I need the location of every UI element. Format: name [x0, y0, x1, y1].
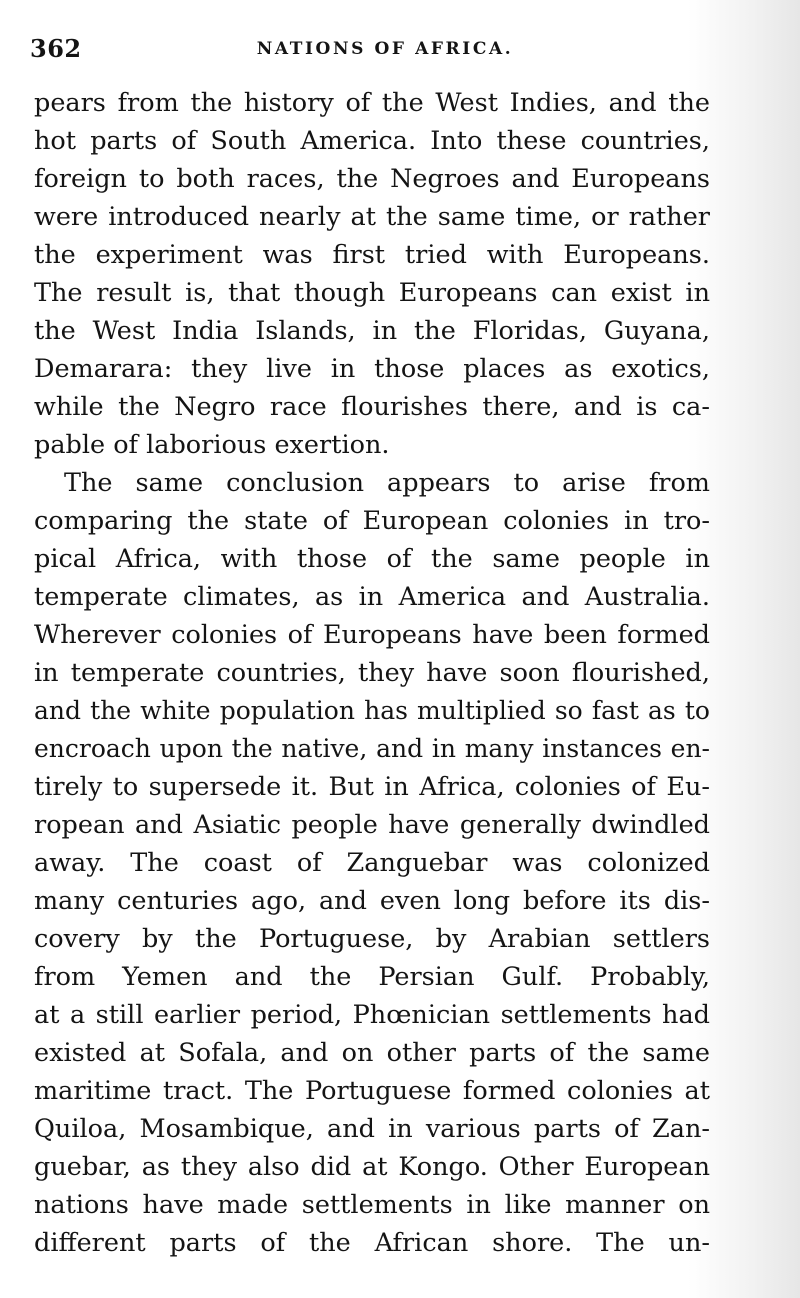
text-line: the experiment was first tried with Europeans.: [34, 240, 710, 270]
text-line: guebar, as they also did at Kongo. Other European: [34, 1152, 710, 1182]
text-line: the West India Islands, in the Floridas, Guyana,: [34, 316, 710, 346]
text-line: while the Negro race flourishes there, and is ca-: [34, 392, 710, 422]
text-line: Demarara: they live in those places as exotics,: [34, 354, 710, 384]
text-line: different parts of the African shore. The un-: [34, 1228, 710, 1258]
text-line: pical Africa, with those of the same people in: [34, 544, 710, 574]
text-line: were introduced nearly at the same time, or rather: [34, 202, 710, 232]
text-line: pears from the history of the West Indies, and the: [34, 88, 710, 118]
text-line: maritime tract. The Portuguese formed colonies at: [34, 1076, 710, 1106]
paragraph-1: [34, 84, 710, 464]
text-line: ropean and Asiatic people have generally dwindled: [34, 810, 710, 840]
paragraph-2: [34, 464, 710, 1262]
text-line: covery by the Portuguese, by Arabian settlers: [34, 924, 710, 954]
text-line: tirely to supersede it. But in Africa, colonies of Eu-: [34, 772, 710, 802]
text-line: existed at Sofala, and on other parts of the same: [34, 1038, 710, 1068]
text-line: away. The coast of Zanguebar was colonized: [34, 848, 710, 878]
text-line: Quiloa, Mosambique, and in various parts of Zan-: [34, 1114, 710, 1144]
text-line: foreign to both races, the Negroes and Europeans: [34, 164, 710, 194]
text-line: and the white population has multiplied so fast as to: [34, 696, 710, 725]
text-line: nations have made settlements in like manner on: [34, 1190, 710, 1220]
text-line: in temperate countries, they have soon flourished,: [34, 658, 710, 688]
running-title: NATIONS OF AFRICA.: [256, 39, 514, 59]
page-number: 362: [30, 34, 82, 63]
text-line: temperate climates, as in America and Australia.: [34, 582, 710, 612]
text-line: hot parts of South America. Into these countries,: [34, 126, 710, 156]
running-head: [30, 34, 720, 68]
text-line: encroach upon the native, and in many instances en-: [34, 734, 710, 763]
text-line: The same conclusion appears to arise from: [64, 468, 710, 498]
text-line: The result is, that though Europeans can exist in: [34, 278, 710, 308]
text-line: at a still earlier period, Phœnician settlements had: [34, 1000, 710, 1030]
body-text: [34, 84, 710, 1262]
text-line: pable of laborious exertion.: [34, 430, 390, 460]
text-line: many centuries ago, and even long before its dis-: [34, 886, 710, 916]
text-line: from Yemen and the Persian Gulf. Probably,: [34, 962, 710, 992]
text-line: comparing the state of European colonies in tro-: [34, 506, 710, 536]
text-line: Wherever colonies of Europeans have been formed: [34, 620, 710, 650]
